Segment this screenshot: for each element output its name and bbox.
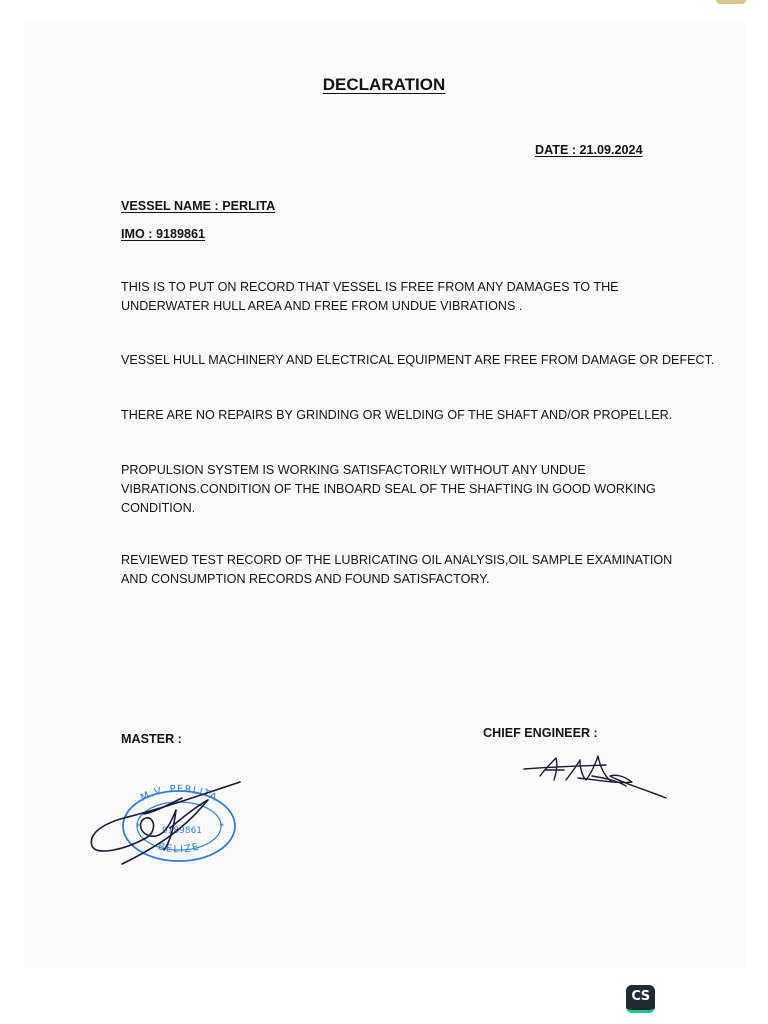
declaration-date: DATE : 21.09.2024 [535,143,643,157]
vessel-stamp-and-master-signature [84,776,254,868]
declaration-paragraph-4: PROPULSION SYSTEM IS WORKING SATISFACTORILY WITHOUT ANY UNDUE VIBRATIONS.CONDITION OF THE INBOARD SEAL OF THE SHAFTING IN GOOD WORKING CONDITION. [121,463,656,515]
imo-number: IMO : 9189861 [121,227,206,241]
svg-text:*: * [136,822,140,831]
svg-text:M.V. PERLITA: M.V. PERLITA [138,783,220,804]
vessel-stamp [123,784,235,861]
declaration-paragraph-3: THERE ARE NO REPAIRS BY GRINDING OR WELDING OF THE SHAFT AND/OR PROPELLER. [121,408,673,422]
svg-text:9189861: 9189861 [161,826,203,836]
svg-text:*: * [220,822,224,831]
document-title: DECLARATION [322,75,446,94]
camscanner-logo: CS [626,985,655,1013]
svg-text:BELIZE: BELIZE [156,841,202,856]
declaration-paragraph-5: REVIEWED TEST RECORD OF THE LUBRICATING OIL ANALYSIS,OIL SAMPLE EXAMINATION AND CONSUMPTION RECORDS AND FOUND SATISFACTORY. [121,553,673,586]
chief-engineer-label: CHIEF ENGINEER : [483,726,598,740]
chief-engineer-signature [520,752,670,804]
declaration-paragraph-1: THIS IS TO PUT ON RECORD THAT VESSEL IS FREE FROM ANY DAMAGES TO THE UNDERWATER HULL AREA AND FREE FROM UNDUE VIBRATIONS . [121,280,619,313]
declaration-paragraph-2: VESSEL HULL MACHINERY AND ELECTRICAL EQUIPMENT ARE FREE FROM DAMAGE OR DEFECT. [121,353,715,367]
vessel-name: VESSEL NAME : PERLITA [121,199,276,213]
master-label: MASTER : [121,732,182,746]
scan-corner-mark [716,0,746,4]
